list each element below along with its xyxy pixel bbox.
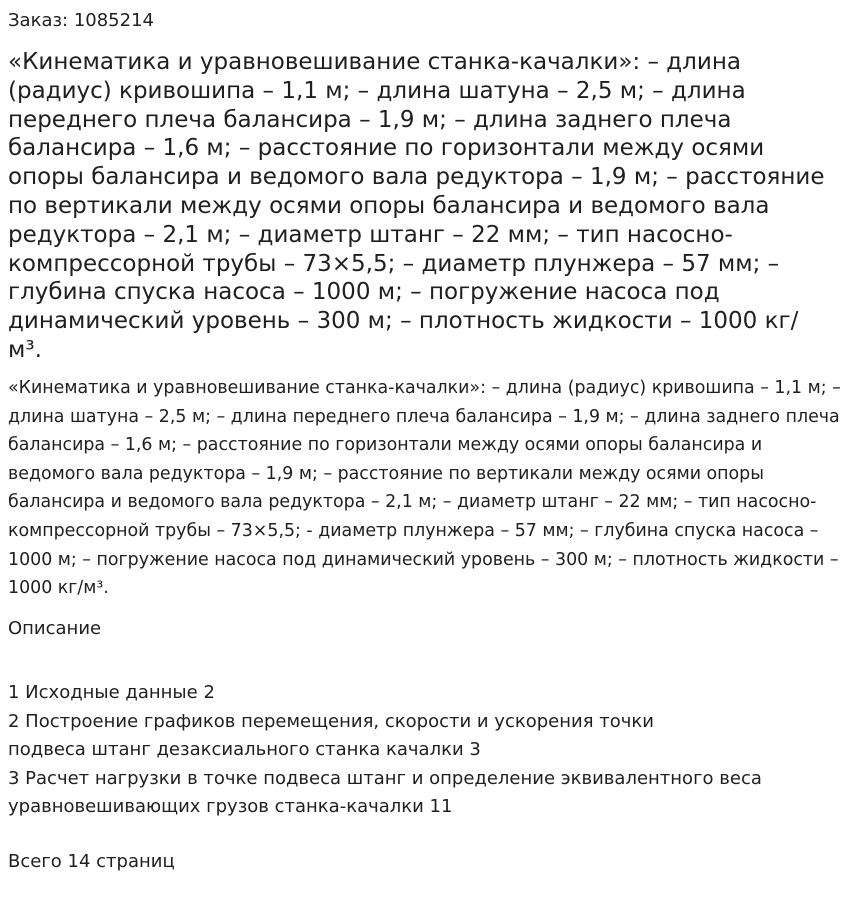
toc-line: уравновешивающих грузов станка-качалки 11 [8,796,453,817]
work-title: «Кинематика и уравновешивание станка-качалки»: – длина (радиус) кривошипа – 1,1 м; – длина шатуна – 2,5 м; – длина переднего плеча балансира – 1,9 м; – длина заднего плеча балансира – 1,6 м; – расстояние по горизонтали между осями опоры балансира и ведомого вала редуктора – 1,9 м; – расстояние по вертикали между осями опоры балансира и ведомого вала редуктора – 2,1 м; – диаметр штанг – 22 мм; – тип насосно-компрессорной трубы – 73×5,5; – диаметр плунжера – 57 мм; – глубина спуска насоса – 1000 м; – погружение насоса под динамический уровень – 300 м; – плотность жидкости – 1000 кг/м³. [8,49,825,363]
toc-line: 2 Построение графиков перемещения, скорости и ускорения точки [8,710,654,732]
toc-line: 1 Исходные данные 2 [8,682,215,703]
order-number: Заказ: 1085214 [8,10,154,31]
description-heading: Описание [8,618,102,639]
toc-line: подвеса штанг дезаксиального станка качалки 3 [8,739,481,760]
toc-line: 3 Расчет нагрузки в точке подвеса штанг и определение эквивалентного веса [8,767,762,789]
table-of-contents [8,679,838,822]
work-description: «Кинематика и уравновешивание станка-качалки»: – длина (радиус) кривошипа – 1,1 м; – длина шатуна – 2,5 м; – длина переднего плеча балансира – 1,9 м; – длина заднего плеча балансира – 1,6 м; – расстояние по горизонтали между осями опоры балансира и ведомого вала редуктора – 1,9 м; – расстояние по вертикали между осями опоры балансира и ведомого вала редуктора – 2,1 м; – диаметр штанг – 22 мм; – тип насосно-компрессорной трубы – 73×5,5; - диаметр плунжера – 57 мм; – глубина спуска насоса – 1000 м; – погружение насоса под динамический уровень – 300 м; – плотность жидкости – 1000 кг/м³. [8,378,841,599]
page-count: Всего 14 страниц [8,851,175,872]
